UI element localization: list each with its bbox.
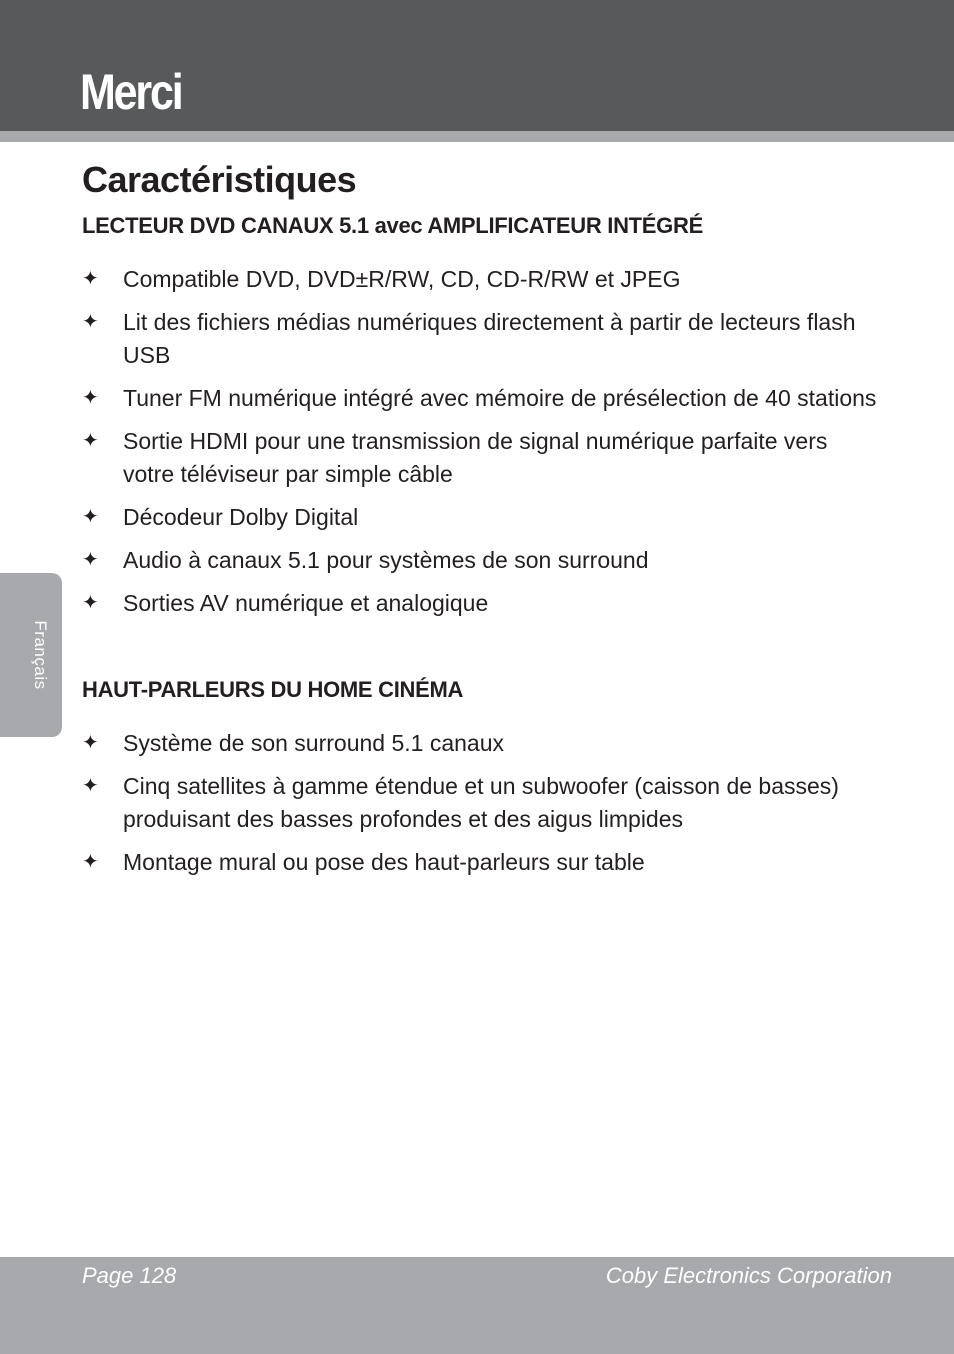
speakers-feature-list	[82, 727, 882, 879]
main-content	[82, 156, 882, 889]
four-point-star-icon: ✦	[82, 387, 99, 409]
four-point-star-icon: ✦	[82, 268, 99, 290]
feature-text: Montage mural ou pose des haut-parleurs sur table	[123, 849, 645, 875]
feature-text: Système de son surround 5.1 canaux	[123, 730, 505, 756]
page-number: Page 128	[82, 1263, 177, 1288]
feature-list-item	[82, 306, 883, 372]
dvd-feature-list	[82, 263, 882, 620]
page-header-title: Merci	[80, 64, 182, 120]
feature-list-item	[82, 846, 883, 879]
feature-text: Compatible DVD, DVD±R/RW, CD, CD-R/RW et JPEG	[123, 266, 681, 292]
four-point-star-icon: ✦	[82, 549, 99, 571]
language-side-tab-label: Français	[31, 620, 50, 690]
four-point-star-icon: ✦	[82, 311, 99, 333]
four-point-star-icon: ✦	[82, 506, 99, 528]
feature-text: Décodeur Dolby Digital	[123, 504, 359, 530]
four-point-star-icon: ✦	[82, 732, 99, 754]
four-point-star-icon: ✦	[82, 592, 99, 614]
four-point-star-icon: ✦	[82, 430, 99, 452]
feature-list-item	[82, 382, 883, 415]
company-name: Coby Electronics Corporation	[605, 1263, 892, 1288]
four-point-star-icon: ✦	[82, 775, 99, 797]
feature-list-item	[82, 727, 883, 760]
feature-text: Lit des fichiers médias numériques directement à partir de lecteurs flash USB	[123, 309, 856, 368]
feature-list-item	[82, 425, 883, 491]
dvd-player-heading: LECTEUR DVD CANAUX 5.1 avec AMPLIFICATEUR INTÉGRÉ	[82, 213, 703, 238]
feature-list-item	[82, 587, 883, 620]
section-title: Caractéristiques	[82, 159, 357, 200]
four-point-star-icon: ✦	[82, 851, 99, 873]
feature-text: Tuner FM numérique intégré avec mémoire de présélection de 40 stations	[123, 385, 877, 411]
feature-list-item	[82, 544, 883, 577]
feature-text: Sortie HDMI pour une transmission de signal numérique parfaite vers votre téléviseur par simple câble	[123, 428, 828, 487]
feature-list-item	[82, 501, 883, 534]
feature-list-item	[82, 770, 883, 836]
feature-text: Cinq satellites à gamme étendue et un subwoofer (caisson de basses) produisant des basses profondes et des aigus limpides	[123, 773, 839, 832]
speakers-heading: HAUT-PARLEURS DU HOME CINÉMA	[82, 677, 464, 702]
feature-list-item	[82, 263, 883, 296]
header-accent-strip	[0, 131, 954, 142]
feature-text: Sorties AV numérique et analogique	[123, 590, 489, 616]
feature-text: Audio à canaux 5.1 pour systèmes de son surround	[123, 547, 649, 573]
